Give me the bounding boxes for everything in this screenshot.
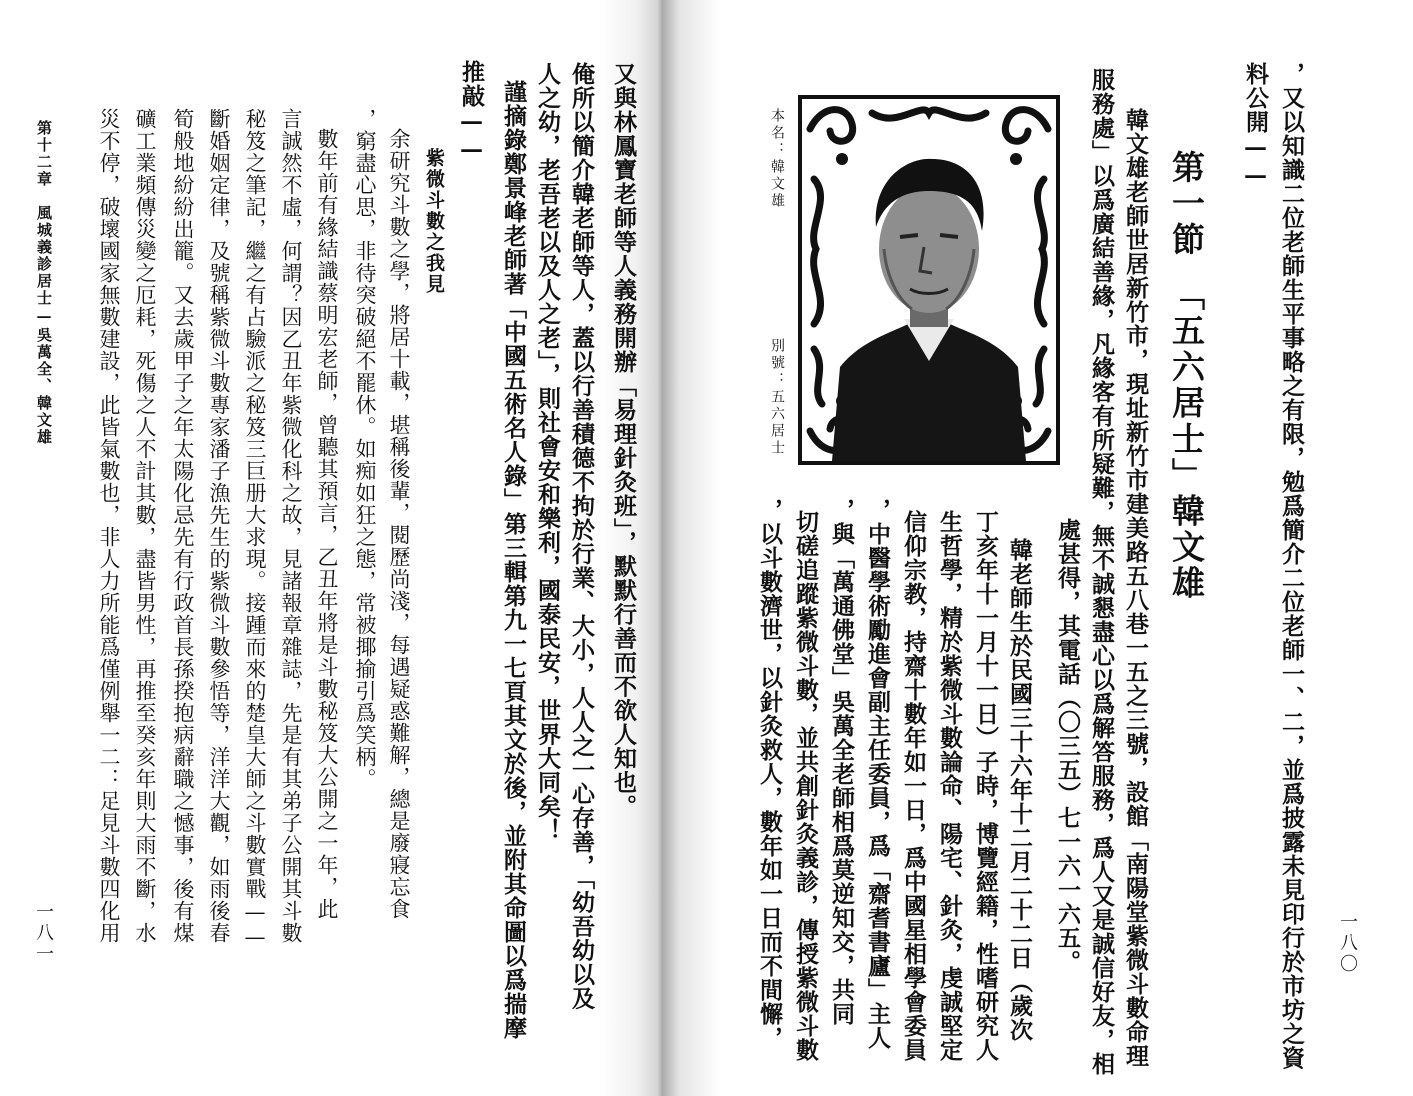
paragraph1-line-2: 服務處」以爲廣結善緣，凡緣客有所疑難，無不誠懇盡心以爲解答服務，爲人又是誠信好友，相 xyxy=(1088,68,1115,1076)
paragraph2-line-5: ，中醫學術勵進會副主任委員，爲「齋耆書廬」主人 xyxy=(864,498,891,1050)
paragraph2-line-1: 韓老師生於民國三十六年十二月二十二日（歲次 xyxy=(1006,538,1033,1042)
essay-line-8: 礦工業頻傳災變之厄耗，死傷之人不計其數，盡皆男性，再推至癸亥年則大雨不斷，水 xyxy=(133,108,157,944)
essay-line-7: 筍般地紛紛出籠。又去歲甲子之年太陽化忌先有行政首長孫揆抱病辭職之憾事，後有煤 xyxy=(171,108,195,944)
paragraph2-line-7: 切磋追蹤紫微斗數，並共創針灸義診，傳授紫微斗數 xyxy=(792,510,819,1062)
paragraph1-line-1: 韓文雄老師世居新竹市，現址新竹市建美路五八巷一五之三號，設館「南陽堂紫微斗數命理 xyxy=(1122,108,1149,1068)
volunteer-class-line: 又與林鳳寶老師等人義務開辦「易理針灸班」，默默行善而不欲人知也。 xyxy=(610,62,637,819)
paragraph2-line-3: 生哲學，精於紫微斗數論命、陽宅、針灸，虔誠堅定 xyxy=(936,510,963,1062)
portrait-caption-name: 本名：韓文雄 xyxy=(769,108,785,210)
intro-line-4: 推敲—— xyxy=(458,60,485,164)
paragraph2-line-8: ，以斗數濟世，以針灸救人，數年如一日而不間懈， xyxy=(756,498,783,1050)
page-number-right: 一八〇 xyxy=(1337,912,1358,975)
portrait-image xyxy=(802,99,1056,461)
continuation-line-2: 料公開—— xyxy=(1242,62,1269,190)
essay-line-1: 余研究斗數之學，將居十載，堪稱後輩，閱歷尚淺，每遇疑惑難解，總是廢寢忘食 xyxy=(387,128,411,920)
essay-line-9: 災不停，破壞國家無數建設，此皆氣數也，非人力所能爲僅例舉一二：足見斗數四化用 xyxy=(97,108,121,944)
paragraph2-line-6: ，與「萬通佛堂」吳萬全老師相爲莫逆知交，共同 xyxy=(828,498,855,1026)
intro-line-2: 人之幼，老吾老以及人之老」，則社會安和樂利，國泰民安，世界大同矣！ xyxy=(534,62,561,843)
continuation-line-1: ，又以知識二位老師生平事略之有限，勉爲簡介二位老師一、二，並爲披露未見印行於市坊之資 xyxy=(1278,62,1305,1070)
running-title: 第十二章 風城義診居士—吳萬全、韓文雄 xyxy=(35,120,53,446)
essay-line-6: 斷婚姻定律，及號稱紫微斗數專家潘子漁先生的紫微斗數參悟等，洋洋大觀，如雨後春 xyxy=(207,108,231,944)
paragraph2-line-4: 信仰宗教，持齋十數年如一日，爲中國星相學會委員 xyxy=(900,510,927,1062)
essay-title: 紫微斗數之我見 xyxy=(423,148,445,295)
essay-line-4: 言誠然不虛，何謂？因乙丑年紫微化科之故，見諸報章雜誌，先是有其弟子公開其斗數 xyxy=(279,108,303,944)
page-number-left: 一八一 xyxy=(33,902,54,965)
essay-line-5: 秘笈之筆記，繼之有占驗派之秘笈三巨册大求現。接踵而來的楚皇大師之斗數實戰—— xyxy=(243,108,267,950)
essay-line-3: 數年前有緣結識蔡明宏老師，曾聽其預言，乙丑年將是斗數秘笈大公開之一年，此 xyxy=(315,128,339,920)
paragraph2-line-2: 丁亥年十一月十一日）子時，博覽經籍，性嗜研究人 xyxy=(972,510,999,1062)
intro-line-1: 俺所以簡介韓老師等人，蓋以行善積德不拘於行業、大小，人人之一心存善，「幼吾幼以及 xyxy=(568,62,595,1011)
paragraph1-line-3: 處甚得，其電話（〇三五）七一六一六五。 xyxy=(1054,518,1081,974)
portrait-frame xyxy=(798,95,1060,465)
intro-line-3: 謹摘錄鄭景峰老師著「中國五術名人錄」第三輯第九一七頁其文於後，並附其命圖以爲揣摩 xyxy=(500,80,527,1040)
essay-line-2: ，窮盡心思，非待突破絕不罷休。如痴如狂之態，常被揶揄引爲笑柄。 xyxy=(353,108,377,790)
section-title: 第一節 「五六居士」韓文雄 xyxy=(1167,150,1206,602)
portrait-caption-alias: 別號：五六居士 xyxy=(769,338,785,457)
